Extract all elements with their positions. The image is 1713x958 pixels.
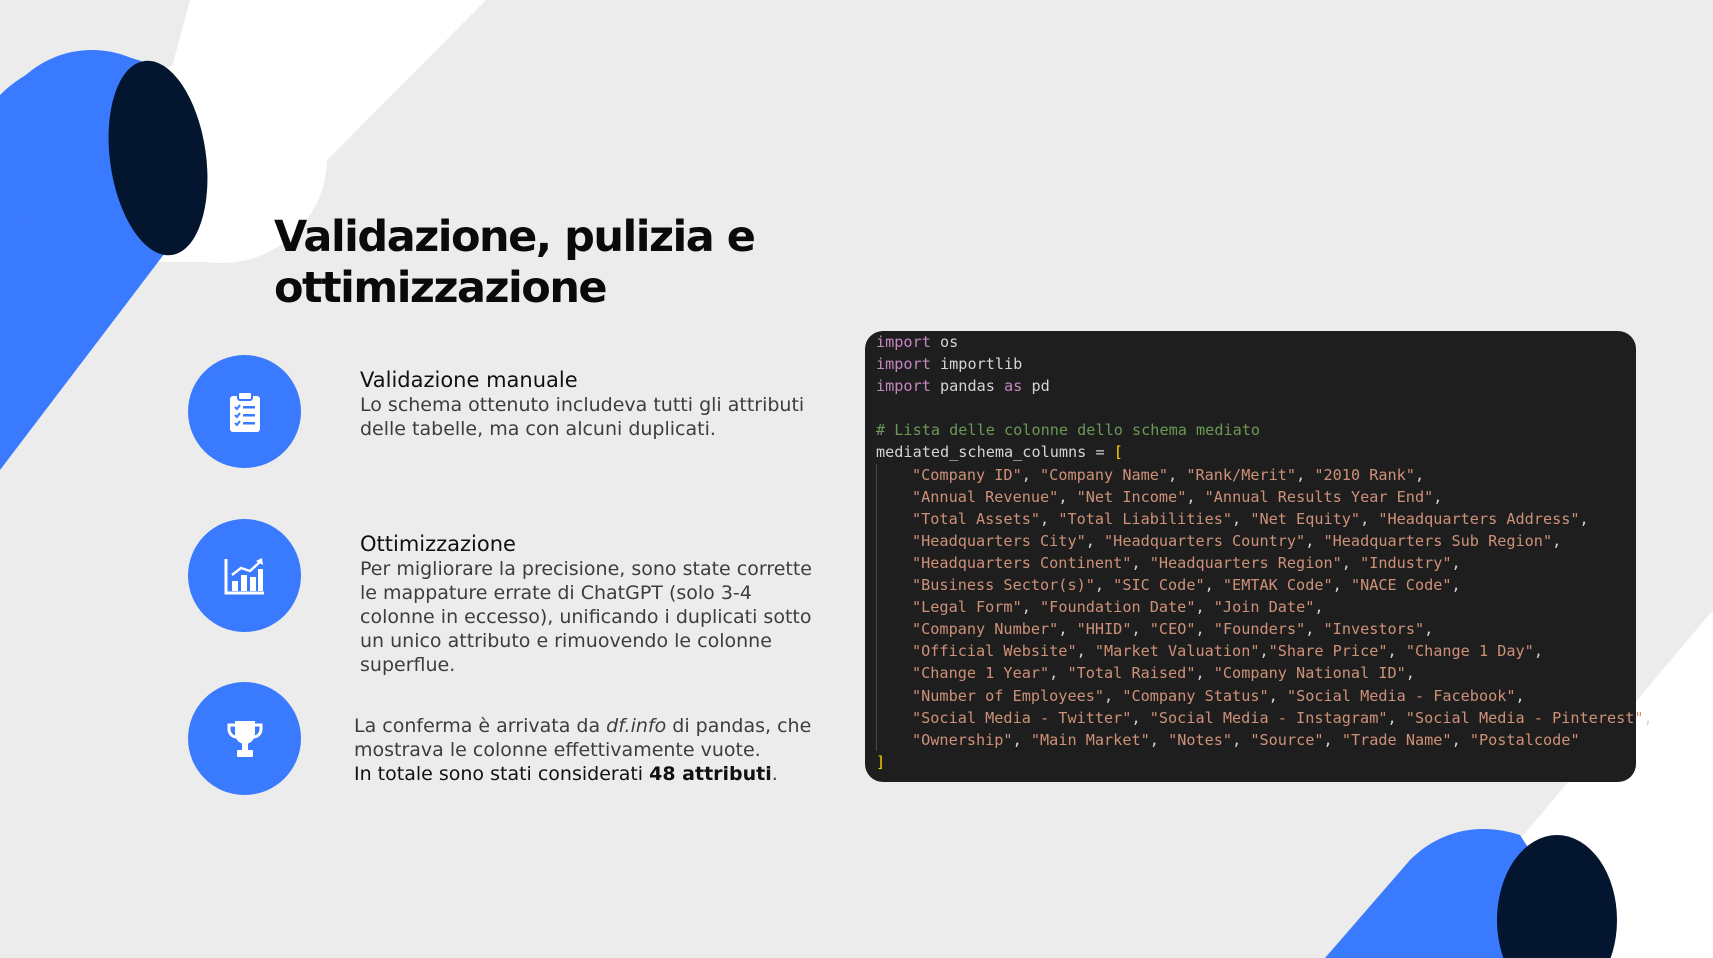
item-confirmation-count: 48 attributi <box>649 763 772 785</box>
code-line-close-bracket: ] <box>876 752 886 771</box>
clipboard-checklist-icon <box>228 391 262 433</box>
code-list-line: "Social Media - Twitter", "Social Media - Instagram", "Social Media - Pinterest", <box>912 708 1653 727</box>
code-list-line: "Legal Form", "Foundation Date", "Join Date", <box>912 598 1324 617</box>
item-confirmation-text-end: . <box>771 763 778 785</box>
code-line-import-pandas: import pandas as pd <box>876 377 1050 396</box>
item-optimization-body: Per migliorare la precisione, sono state corrette le mappature errate di ChatGPT (solo 3-4 colonne in eccesso), unificando i duplicati sotto un unico attributo e rimuovendo le colonne superflue. <box>360 558 812 676</box>
growth-chart-icon <box>224 557 266 595</box>
code-list-line: "Headquarters City", "Headquarters Country", "Headquarters Sub Region", <box>912 531 1562 550</box>
code-list-line: "Ownership", "Main Market", "Notes", "Source", "Trade Name", "Postalcode" <box>912 730 1580 749</box>
code-list-line: "Number of Employees", "Company Status", "Social Media - Facebook", <box>912 686 1525 705</box>
item-confirmation-text-mid: di pandas, che mostrava le colonne effettivamente vuote. <box>354 715 812 761</box>
code-line-comment: # Lista delle colonne dello schema mediato <box>876 421 1261 440</box>
code-line-assign: mediated_schema_columns = [ <box>876 443 1123 462</box>
item-confirmation-dfinfo: df.info <box>606 715 667 737</box>
item-validation <box>360 368 820 441</box>
item-optimization-title: Ottimizzazione <box>360 532 516 556</box>
code-list-line: "Headquarters Continent", "Headquarters Region", "Industry", <box>912 553 1461 572</box>
clipboard-icon-circle <box>188 355 301 468</box>
code-list-line: "Company Number", "HHID", "CEO", "Founders", "Investors", <box>912 620 1434 639</box>
trophy-icon <box>227 719 263 759</box>
slide-title: Validazione, pulizia e ottimizzazione <box>274 212 755 313</box>
code-line-import-os: import os <box>876 333 959 351</box>
code-list-line: "Business Sector(s)", "SIC Code", "EMTAK Code", "NACE Code", <box>912 576 1461 595</box>
chart-icon-circle <box>188 519 301 632</box>
code-list-line: "Total Assets", "Total Liabilities", "Net Equity", "Headquarters Address", <box>912 509 1589 528</box>
code-list-block <box>876 464 1653 751</box>
code-list-line: "Annual Revenue", "Net Income", "Annual Results Year End", <box>912 487 1443 506</box>
code-screenshot <box>865 331 1653 782</box>
item-optimization <box>360 532 820 677</box>
code-line-blank <box>876 397 1636 419</box>
item-confirmation-text-line2: In totale sono stati considerati <box>354 763 650 785</box>
trophy-icon-circle <box>188 682 301 795</box>
code-list-line: "Official Website", "Market Valuation","Share Price", "Change 1 Day", <box>912 642 1543 661</box>
code-indent-guide <box>876 464 877 751</box>
code-list-line: "Change 1 Year", "Total Raised", "Company National ID", <box>912 664 1415 683</box>
item-confirmation-text-before: La conferma è arrivata da <box>354 715 607 737</box>
code-line-import-importlib: import importlib <box>876 355 1023 374</box>
code-list-line: "Company ID", "Company Name", "Rank/Merit", "2010 Rank", <box>912 465 1425 484</box>
item-validation-title: Validazione manuale <box>360 368 578 392</box>
item-confirmation <box>354 714 824 786</box>
item-validation-body: Lo schema ottenuto includeva tutti gli attributi delle tabelle, ma con alcuni duplicati. <box>360 394 805 440</box>
